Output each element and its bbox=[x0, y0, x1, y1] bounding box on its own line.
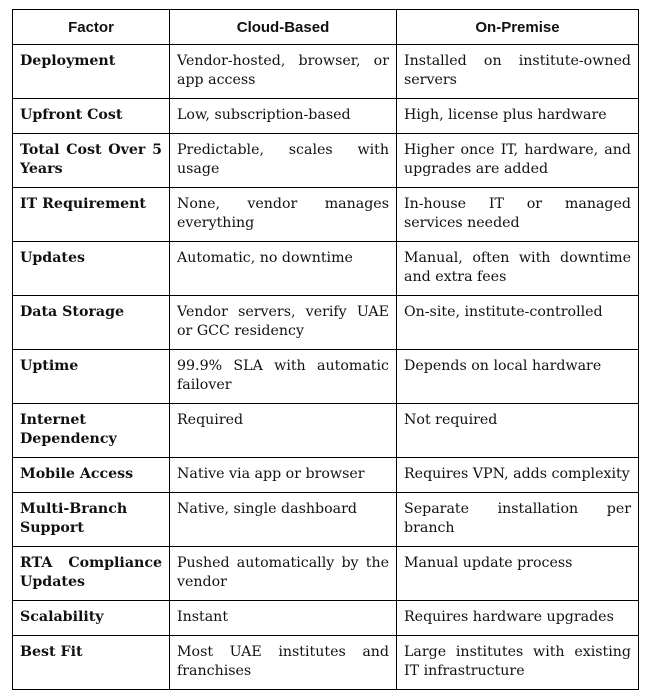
table-row bbox=[13, 45, 639, 99]
cloud-cell: Native via app or browser bbox=[170, 458, 397, 493]
table-row bbox=[13, 636, 639, 690]
table-row bbox=[13, 296, 639, 350]
factor-cell: Uptime bbox=[13, 350, 170, 404]
onprem-cell: Manual, often with downtime and extra fees bbox=[397, 242, 639, 296]
cloud-cell: 99.9% SLA with automatic failover bbox=[170, 350, 397, 404]
table-row bbox=[13, 601, 639, 636]
header-factor: Factor bbox=[13, 10, 170, 45]
cloud-cell: None, vendor manages everything bbox=[170, 188, 397, 242]
table-row bbox=[13, 188, 639, 242]
cloud-cell: Automatic, no downtime bbox=[170, 242, 397, 296]
header-cloud-based: Cloud-Based bbox=[170, 10, 397, 45]
factor-cell: RTA Compliance Updates bbox=[13, 547, 170, 601]
table-row bbox=[13, 242, 639, 296]
cloud-cell: Predictable, scales with usage bbox=[170, 134, 397, 188]
table-row bbox=[13, 458, 639, 493]
onprem-cell: High, license plus hardware bbox=[397, 99, 639, 134]
cloud-cell: Vendor-hosted, browser, or app access bbox=[170, 45, 397, 99]
onprem-cell: Requires VPN, adds complexity bbox=[397, 458, 639, 493]
factor-cell: Internet Dependency bbox=[13, 404, 170, 458]
factor-cell: Best Fit bbox=[13, 636, 170, 690]
cloud-cell: Required bbox=[170, 404, 397, 458]
onprem-cell: Large institutes with existing IT infrastructure bbox=[397, 636, 639, 690]
factor-cell: Scalability bbox=[13, 601, 170, 636]
cloud-cell: Low, subscription-based bbox=[170, 99, 397, 134]
table-row bbox=[13, 99, 639, 134]
table-row bbox=[13, 404, 639, 458]
table-row bbox=[13, 547, 639, 601]
cloud-cell: Instant bbox=[170, 601, 397, 636]
header-row bbox=[13, 10, 639, 45]
factor-cell: Mobile Access bbox=[13, 458, 170, 493]
factor-cell: Data Storage bbox=[13, 296, 170, 350]
factor-cell: Updates bbox=[13, 242, 170, 296]
cloud-cell: Vendor servers, verify UAE or GCC residency bbox=[170, 296, 397, 350]
cloud-cell: Most UAE institutes and franchises bbox=[170, 636, 397, 690]
cloud-cell: Native, single dashboard bbox=[170, 493, 397, 547]
onprem-cell: Not required bbox=[397, 404, 639, 458]
onprem-cell: In-house IT or managed services needed bbox=[397, 188, 639, 242]
factor-cell: Multi-Branch Support bbox=[13, 493, 170, 547]
onprem-cell: Separate installation per branch bbox=[397, 493, 639, 547]
onprem-cell: Higher once IT, hardware, and upgrades are added bbox=[397, 134, 639, 188]
table-row bbox=[13, 493, 639, 547]
factor-cell: Total Cost Over 5 Years bbox=[13, 134, 170, 188]
comparison-table bbox=[12, 9, 639, 690]
cloud-cell: Pushed automatically by the vendor bbox=[170, 547, 397, 601]
table-row bbox=[13, 350, 639, 404]
factor-cell: Deployment bbox=[13, 45, 170, 99]
onprem-cell: Requires hardware upgrades bbox=[397, 601, 639, 636]
table-row bbox=[13, 134, 639, 188]
onprem-cell: Installed on institute-owned servers bbox=[397, 45, 639, 99]
factor-cell: IT Requirement bbox=[13, 188, 170, 242]
onprem-cell: On-site, institute-controlled bbox=[397, 296, 639, 350]
factor-cell: Upfront Cost bbox=[13, 99, 170, 134]
header-on-premise: On-Premise bbox=[397, 10, 639, 45]
onprem-cell: Manual update process bbox=[397, 547, 639, 601]
onprem-cell: Depends on local hardware bbox=[397, 350, 639, 404]
